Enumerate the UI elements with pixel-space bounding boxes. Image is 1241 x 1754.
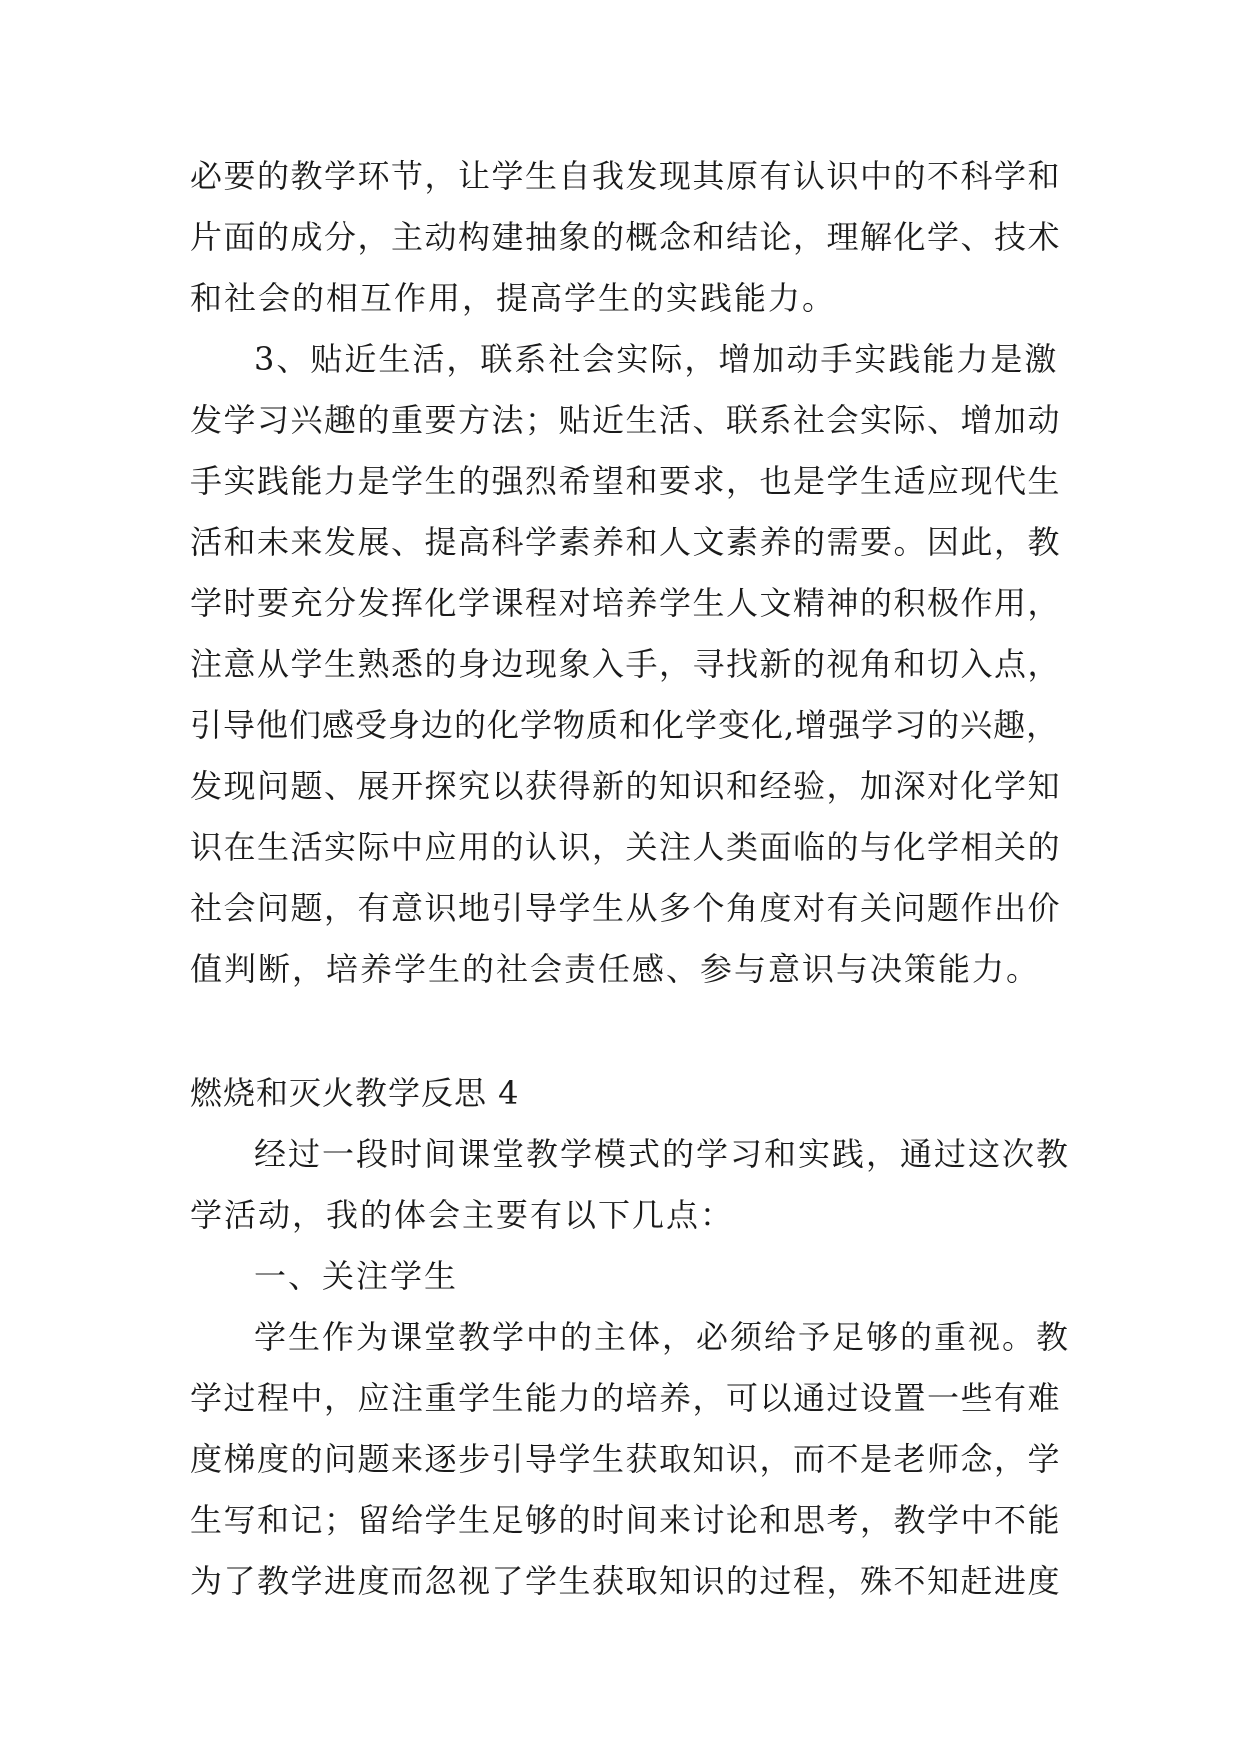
paragraph-line: 引导他们感受身边的化学物质和化学变化,增强学习的兴趣， (190, 706, 1060, 744)
paragraph-line: 值判断，培养学生的社会责任感、参与意识与决策能力。 (190, 950, 1041, 988)
paragraph-line: 经过一段时间课堂教学模式的学习和实践，通过这次教 (254, 1135, 1071, 1173)
paragraph-line: 片面的成分，主动构建抽象的概念和结论，理解化学、技术 (190, 218, 1062, 256)
paragraph-line: 识在生活实际中应用的认识，关注人类面临的与化学相关的 (190, 828, 1062, 866)
paragraph-line: 度梯度的问题来逐步引导学生获取知识，而不是老师念，学 (190, 1440, 1062, 1478)
paragraph-line: 活和未来发展、提高科学素养和人文素养的需要。因此，教 (190, 523, 1062, 561)
paragraph-line: 社会问题，有意识地引导学生从多个角度对有关问题作出价 (190, 889, 1062, 927)
paragraph-line: 为了教学进度而忽视了学生获取知识的过程，殊不知赶进度 (190, 1562, 1062, 1600)
paragraph-line: 手实践能力是学生的强烈希望和要求，也是学生适应现代生 (190, 462, 1062, 500)
paragraph-line: 学过程中，应注重学生能力的培养，可以通过设置一些有难 (190, 1379, 1062, 1417)
paragraph-line: 学时要充分发挥化学课程对培养学生人文精神的积极作用， (190, 584, 1062, 622)
paragraph-line: 发学习兴趣的重要方法；贴近生活、联系社会实际、增加动 (190, 401, 1062, 439)
section-title: 燃烧和灭火教学反思 4 (190, 1074, 520, 1112)
paragraph-line: 3、贴近生活，联系社会实际，增加动手实践能力是激 (254, 340, 1059, 378)
paragraph-line: 学生作为课堂教学中的主体，必须给予足够的重视。教 (254, 1318, 1071, 1356)
paragraph-line: 学活动，我的体会主要有以下几点： (190, 1196, 735, 1234)
subheading: 一、关注学生 (254, 1257, 459, 1295)
paragraph-line: 必要的教学环节，让学生自我发现其原有认识中的不科学和 (190, 157, 1062, 195)
paragraph-line: 注意从学生熟悉的身边现象入手，寻找新的视角和切入点， (190, 645, 1062, 683)
paragraph-line: 生写和记；留给学生足够的时间来讨论和思考，教学中不能 (190, 1501, 1062, 1539)
paragraph-line: 发现问题、展开探究以获得新的知识和经验，加深对化学知 (190, 767, 1062, 805)
paragraph-line: 和社会的相互作用，提高学生的实践能力。 (190, 279, 837, 317)
